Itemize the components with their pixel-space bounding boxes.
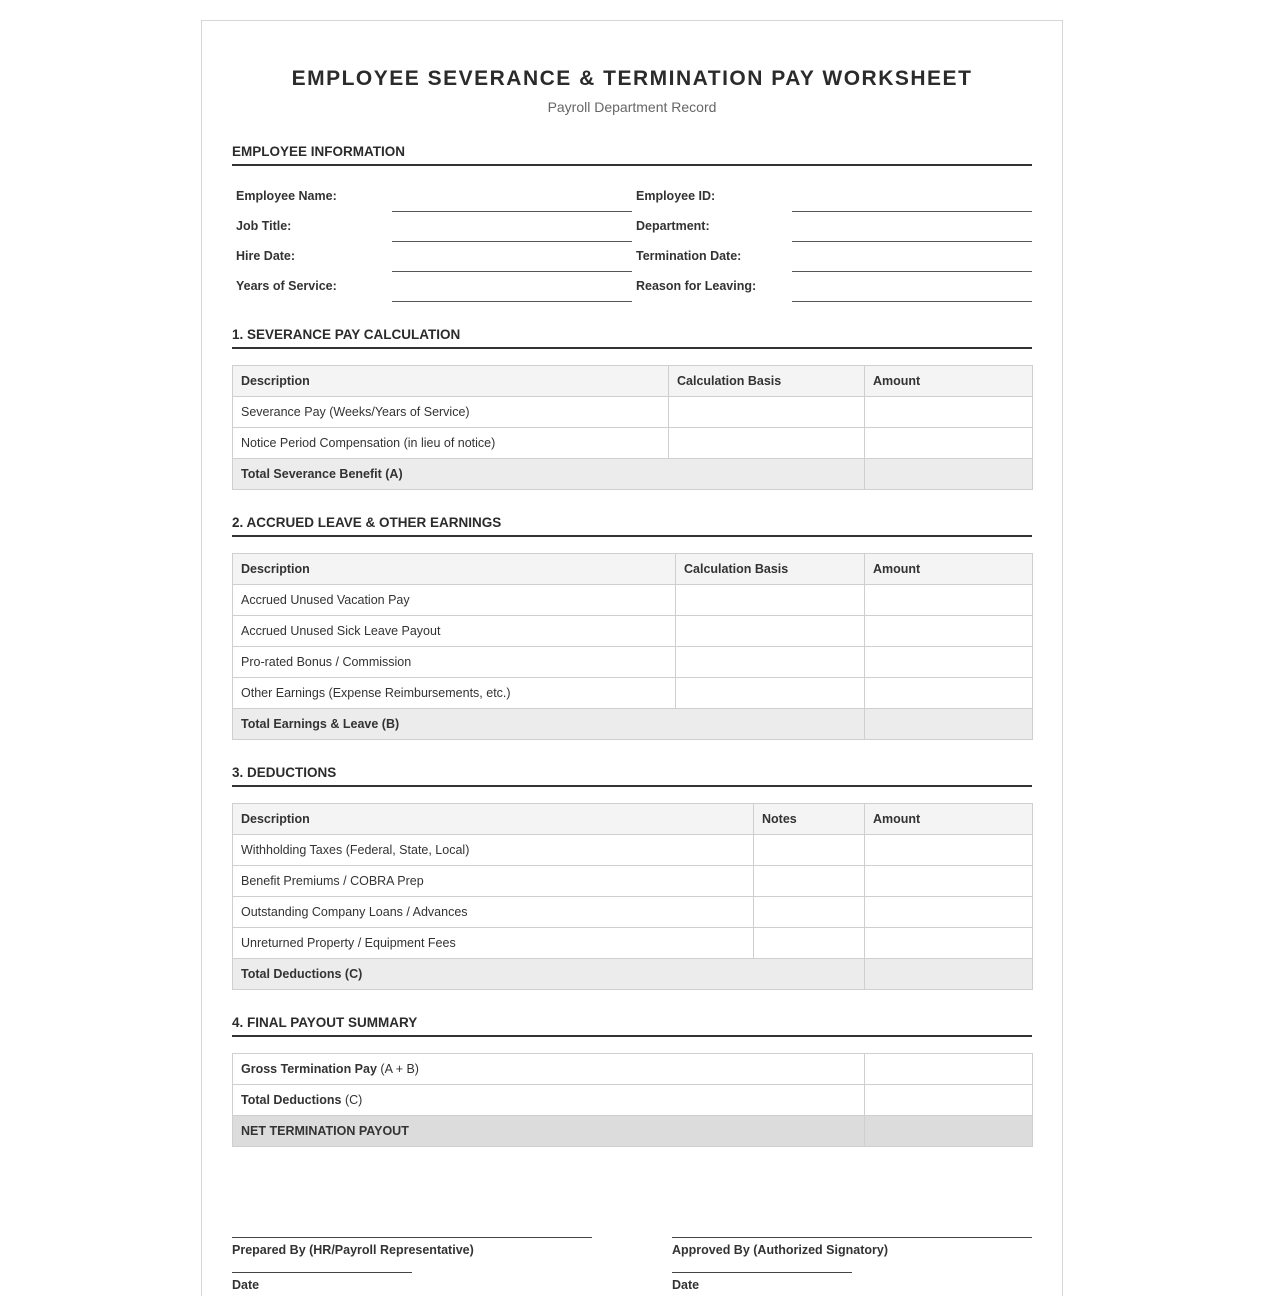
total-label: Total Earnings & Leave (B) [233,709,865,740]
total-amount-cell[interactable] [865,959,1033,990]
total-amount-cell[interactable] [865,709,1033,740]
notes-cell[interactable] [754,866,865,897]
column-header-basis: Calculation Basis [676,554,865,585]
total-deductions-text: Total Deductions [241,1093,342,1107]
basis-cell[interactable] [669,397,865,428]
net-payout-amount-cell[interactable] [865,1116,1033,1147]
basis-cell[interactable] [676,678,865,709]
document-title: EMPLOYEE SEVERANCE & TERMINATION PAY WORKSHEET [291,67,973,90]
prepared-by-signature-line[interactable] [232,1237,592,1238]
row-description: Other Earnings (Expense Reimbursements, etc.) [233,678,676,709]
years-of-service-field[interactable] [392,301,632,302]
amount-cell[interactable] [865,866,1033,897]
basis-cell[interactable] [676,616,865,647]
notes-cell[interactable] [754,835,865,866]
info-row-service [232,272,1032,302]
table-row [233,616,1033,647]
notes-cell[interactable] [754,897,865,928]
total-label: Total Deductions (C) [233,959,865,990]
summary-row-deductions [233,1085,1033,1116]
row-description: Benefit Premiums / COBRA Prep [233,866,754,897]
amount-cell[interactable] [865,397,1033,428]
amount-cell[interactable] [865,616,1033,647]
prepared-by-date-line[interactable] [232,1272,412,1273]
worksheet-page [201,20,1063,1296]
prepared-by-date-label: Date [232,1278,260,1292]
row-description: Outstanding Company Loans / Advances [233,897,754,928]
deductions-table [232,803,1033,990]
column-header-description: Description [233,554,676,585]
total-row [233,459,1033,490]
table-row [233,678,1033,709]
total-deductions-formula: (C) [344,1093,363,1107]
approved-by-label: Approved By (Authorized Signatory) [672,1243,888,1257]
summary-row-gross [233,1054,1033,1085]
table-row [233,585,1033,616]
info-row-dates [232,242,1032,272]
total-row [233,709,1033,740]
total-label: Total Severance Benefit (A) [233,459,865,490]
employee-info-heading: EMPLOYEE INFORMATION [232,144,1032,166]
gross-pay-label [233,1054,865,1085]
table-row [233,928,1033,959]
table-row [233,866,1033,897]
deductions-heading: 3. DEDUCTIONS [232,765,1032,787]
amount-cell[interactable] [865,678,1033,709]
row-description: Accrued Unused Vacation Pay [233,585,676,616]
row-description: Pro-rated Bonus / Commission [233,647,676,678]
total-row [233,959,1033,990]
column-header-basis: Calculation Basis [669,366,865,397]
prepared-by-label: Prepared By (HR/Payroll Representative) [232,1243,474,1257]
table-row [233,647,1033,678]
basis-cell[interactable] [676,647,865,678]
summary-row-net [233,1116,1033,1147]
column-header-description: Description [233,804,754,835]
reason-for-leaving-label: Reason for Leaving: [636,279,757,293]
amount-cell[interactable] [865,428,1033,459]
accrued-table [232,553,1033,740]
column-header-description: Description [233,366,669,397]
row-description: Withholding Taxes (Federal, State, Local) [233,835,754,866]
info-row-title [232,212,1032,242]
gross-pay-formula: (A + B) [380,1062,419,1076]
table-row [233,835,1033,866]
gross-pay-amount-cell[interactable] [865,1054,1033,1085]
table-header-row [233,554,1033,585]
reason-for-leaving-field[interactable] [792,301,1032,302]
approved-by-date-line[interactable] [672,1272,852,1273]
amount-cell[interactable] [865,897,1033,928]
severance-heading: 1. SEVERANCE PAY CALCULATION [232,327,1032,349]
row-description: Unreturned Property / Equipment Fees [233,928,754,959]
basis-cell[interactable] [669,428,865,459]
total-deductions-amount-cell[interactable] [865,1085,1033,1116]
summary-heading: 4. FINAL PAYOUT SUMMARY [232,1015,1032,1037]
accrued-heading: 2. ACCRUED LEAVE & OTHER EARNINGS [232,515,1032,537]
row-description: Accrued Unused Sick Leave Payout [233,616,676,647]
column-header-amount: Amount [865,554,1033,585]
table-header-row [233,366,1033,397]
column-header-notes: Notes [754,804,865,835]
approved-by-date-label: Date [672,1278,700,1292]
termination-date-label: Termination Date: [636,249,742,263]
hire-date-label: Hire Date: [236,249,296,263]
table-row [233,428,1033,459]
approved-by-signature-line[interactable] [672,1237,1032,1238]
table-row [233,397,1033,428]
severance-table [232,365,1033,490]
basis-cell[interactable] [676,585,865,616]
row-description: Notice Period Compensation (in lieu of notice) [233,428,669,459]
amount-cell[interactable] [865,585,1033,616]
employee-name-label: Employee Name: [236,189,337,203]
amount-cell[interactable] [865,835,1033,866]
column-header-amount: Amount [865,804,1033,835]
total-deductions-label [233,1085,865,1116]
table-row [233,897,1033,928]
net-payout-label: NET TERMINATION PAYOUT [233,1116,865,1147]
row-description: Severance Pay (Weeks/Years of Service) [233,397,669,428]
table-header-row [233,804,1033,835]
years-of-service-label: Years of Service: [236,279,337,293]
amount-cell[interactable] [865,647,1033,678]
summary-table [232,1053,1033,1147]
document-subtitle: Payroll Department Record [547,99,717,115]
info-row-name [232,182,1032,212]
department-label: Department: [636,219,710,233]
total-amount-cell[interactable] [865,459,1033,490]
job-title-label: Job Title: [236,219,292,233]
gross-pay-text: Gross Termination Pay [241,1062,377,1076]
amount-cell[interactable] [865,928,1033,959]
notes-cell[interactable] [754,928,865,959]
column-header-amount: Amount [865,366,1033,397]
employee-id-label: Employee ID: [636,189,716,203]
